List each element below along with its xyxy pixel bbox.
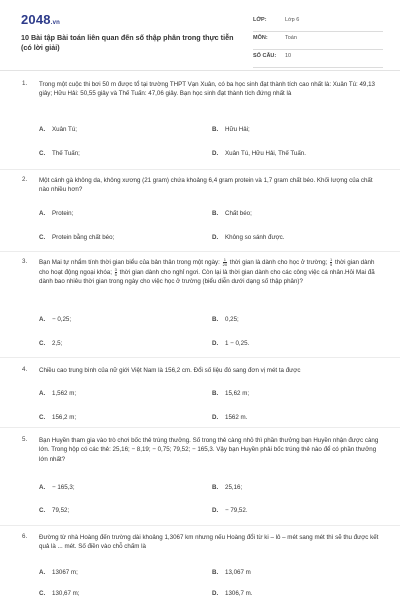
option-letter: A. xyxy=(39,126,46,133)
option-letter: B. xyxy=(212,316,219,323)
option-d[interactable] xyxy=(212,590,253,597)
question-text xyxy=(39,258,379,287)
option-c[interactable] xyxy=(39,590,80,597)
question-number: 5. xyxy=(22,436,28,443)
option-letter: A. xyxy=(39,569,46,576)
option-letter: C. xyxy=(39,340,46,347)
question-number: 2. xyxy=(22,176,28,183)
option-c[interactable] xyxy=(39,150,80,157)
option-text: 0,25; xyxy=(225,316,239,323)
option-text: 130,67 m; xyxy=(52,590,80,597)
fraction-numerator: 3 xyxy=(114,266,117,272)
option-d[interactable] xyxy=(212,150,306,157)
option-text: − 0,25; xyxy=(52,316,72,323)
meta-key: SỐ CÂU: xyxy=(253,53,277,59)
meta-row-class xyxy=(253,14,383,32)
option-text: Hữu Hải; xyxy=(225,126,250,133)
option-a[interactable] xyxy=(39,126,77,133)
option-a[interactable] xyxy=(39,569,78,576)
fraction-numerator: 1 xyxy=(223,257,226,262)
question-separator xyxy=(0,251,400,252)
option-b[interactable] xyxy=(212,484,242,491)
option-letter: A. xyxy=(39,210,46,217)
question-text: Đường từ nhà Hoàng đến trường dài khoảng 1,3067 km nhưng nếu Hoàng đổi từ ki – lô – mét sang mét thì sẽ thu được kết quả là ... mét. Số điền vào chỗ chấm là xyxy=(39,534,379,551)
question-number: 6. xyxy=(22,533,28,540)
option-a[interactable] xyxy=(39,390,76,397)
question-separator xyxy=(0,169,400,170)
option-text: Protein; xyxy=(52,210,74,217)
option-text: Protein bằng chất béo; xyxy=(52,234,115,241)
question-number: 4. xyxy=(22,366,28,373)
option-letter: C. xyxy=(39,234,46,241)
question-text: Một cánh gà không da, không xương (21 gram) chứa khoảng 6,4 gram protein và 1,7 gram chất béo. Khối lượng của chất nào nhiều hơn? xyxy=(39,177,373,194)
option-b[interactable] xyxy=(212,569,251,576)
option-text: Không so sánh được. xyxy=(225,234,285,241)
fraction-denominator: 5 xyxy=(114,271,117,277)
option-c[interactable] xyxy=(39,234,114,241)
brand-name: 2048 xyxy=(21,12,51,27)
question-number: 3. xyxy=(22,258,28,265)
question-separator xyxy=(0,357,400,358)
meta-row-count xyxy=(253,50,383,68)
site-logo[interactable] xyxy=(21,12,60,27)
question-text-part: thời gian là dành cho học ở trường; xyxy=(228,259,329,267)
option-d[interactable] xyxy=(212,507,248,514)
option-b[interactable] xyxy=(212,316,239,323)
fraction-denominator: 20 xyxy=(222,262,228,267)
option-text: 15,62 m; xyxy=(225,390,250,397)
option-text: 1,562 m; xyxy=(52,390,77,397)
fraction-denominator: 5 xyxy=(329,262,333,267)
option-text: − 165,3; xyxy=(52,484,75,491)
document-title: 10 Bài tập Bài toán liên quan đến số thập phân trong thực tiễn (có lời giải) xyxy=(21,33,234,52)
option-b[interactable] xyxy=(212,126,250,133)
option-d[interactable] xyxy=(212,340,249,347)
brand-suffix: .vn xyxy=(50,20,61,26)
option-letter: C. xyxy=(39,590,46,597)
option-letter: C. xyxy=(39,507,46,514)
question-text-part: thời gian dành cho hoạt động ngoại khóa; xyxy=(39,259,375,276)
option-letter: C. xyxy=(39,414,46,421)
option-d[interactable] xyxy=(212,234,284,241)
meta-value: Toán xyxy=(285,35,297,41)
option-a[interactable] xyxy=(39,210,73,217)
option-text: Chất béo; xyxy=(225,210,252,217)
option-letter: B. xyxy=(212,126,219,133)
option-b[interactable] xyxy=(212,390,249,397)
document-meta xyxy=(253,14,383,68)
meta-key: LỚP: xyxy=(253,17,267,23)
header-divider xyxy=(0,70,400,71)
option-letter: B. xyxy=(212,484,219,491)
question-text: Chiều cao trung bình của nữ giới Việt Nam là 156,2 cm. Đổi số liệu đó sang đơn vị mét ta được xyxy=(39,367,301,374)
fraction-numerator: 1 xyxy=(329,257,333,262)
question-text: Bạn Huyền tham gia vào trò chơi bốc thẻ trúng thưởng. Số trong thẻ càng nhỏ thì phần thưởng bạn Huyền nhận được càng lớn. Trong hộp có các thẻ: 25,16; − 8,19; − 0,75; 79,52; − 165,3. Vậy bạn Huyền phải bốc trúng thẻ nào để có phần thưởng lớn nhất? xyxy=(39,437,379,463)
option-text: 1562 m. xyxy=(225,414,248,421)
fraction xyxy=(330,258,332,267)
option-text: 13067 m; xyxy=(52,569,78,576)
option-letter: A. xyxy=(39,390,46,397)
option-text: Xuân Tú, Hữu Hải, Thế Tuấn. xyxy=(225,150,306,157)
option-d[interactable] xyxy=(212,414,247,421)
meta-value: 10 xyxy=(285,53,292,59)
option-letter: B. xyxy=(212,210,219,217)
option-letter: B. xyxy=(212,569,219,576)
option-text: 79,52; xyxy=(52,507,70,514)
option-c[interactable] xyxy=(39,507,69,514)
option-letter: D. xyxy=(212,414,219,421)
option-letter: A. xyxy=(39,484,46,491)
option-text: 1306,7 m. xyxy=(225,590,253,597)
option-text: − 79,52. xyxy=(225,507,248,514)
option-letter: A. xyxy=(39,316,46,323)
question-text-part: Bạn Mai tự nhẩm tính thời gian biểu của bản thân trong một ngày: xyxy=(39,259,222,267)
option-letter: D. xyxy=(212,340,219,347)
option-letter: B. xyxy=(212,390,219,397)
option-letter: D. xyxy=(212,507,219,514)
fraction xyxy=(223,258,227,267)
option-letter: D. xyxy=(212,234,219,241)
meta-value: Lớp 6 xyxy=(285,17,300,23)
option-text: Thế Tuấn; xyxy=(52,150,80,157)
option-a[interactable] xyxy=(39,316,71,323)
question-number: 1. xyxy=(22,80,28,87)
option-letter: D. xyxy=(212,150,219,157)
option-text: 13,067 m xyxy=(225,569,251,576)
meta-key: MÔN: xyxy=(253,35,268,41)
option-b[interactable] xyxy=(212,210,252,217)
meta-row-subject xyxy=(253,32,383,50)
option-c[interactable] xyxy=(39,340,62,347)
question-text: Trong một cuộc thi bơi 50 m được tổ tại trường THPT Vạn Xuân, có ba học sinh đạt thành tích cao nhất là: Xuân Tú: 49,13 giây; Hữu Hải: 50,55 giây và Thế Tuấn: 47,06 giây. Bạn học sinh đạt thành tích đứng nhất là xyxy=(39,81,375,98)
option-c[interactable] xyxy=(39,414,76,421)
fraction xyxy=(115,268,117,277)
question-separator xyxy=(0,427,400,428)
option-letter: C. xyxy=(39,150,46,157)
option-text: 25,16; xyxy=(225,484,243,491)
option-text: 2,5; xyxy=(52,340,63,347)
document-header xyxy=(0,0,400,62)
option-letter: D. xyxy=(212,590,219,597)
option-text: 1 − 0,25. xyxy=(225,340,250,347)
question-separator xyxy=(0,525,400,526)
option-a[interactable] xyxy=(39,484,75,491)
question-text-part: thời gian dành cho nghỉ ngơi. Còn lại là thời gian dành cho các công việc cá nhân.Hỏi Mai đã dành bao nhiêu thời gian trong ngày cho việc học ở trường (biểu diễn dưới dạng số thập phân)? xyxy=(39,268,375,286)
option-text: 156,2 m; xyxy=(52,414,77,421)
option-text: Xuân Tú; xyxy=(52,126,77,133)
